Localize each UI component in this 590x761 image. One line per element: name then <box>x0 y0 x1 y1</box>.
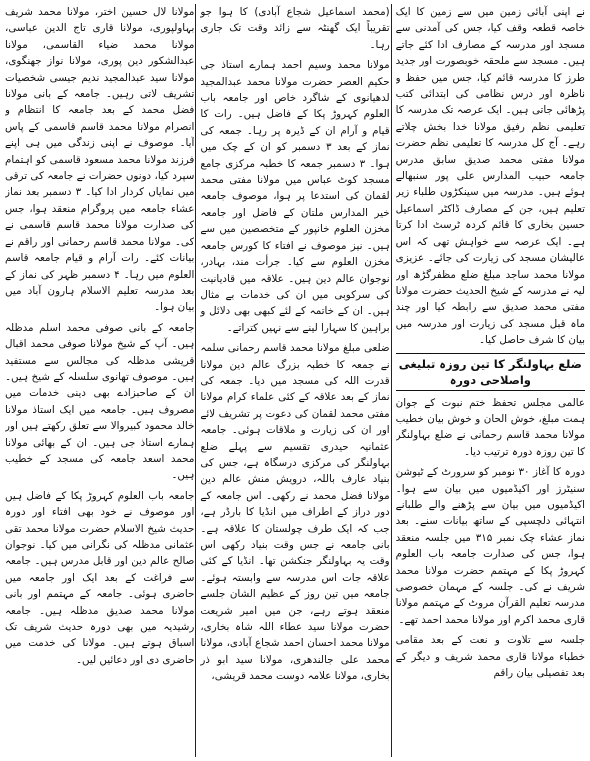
article-column-right <box>396 4 585 757</box>
column-divider <box>195 4 196 757</box>
paragraph: دورہ کا آغاز ۳۰ نومبر کو سرورٹ کے ٹیوشن سنیٹرز اور اکیڈمیوں میں بیان سے ہوا۔ اکیڈمیوں میں بیان سے پڑھنے والے طلبانے انتہائی دلچسپی کے ساتھ بیانات سنے۔ بعد نماز عشاء چک نمبر ۳۱۵ میں جلسہ منعقد ہوا، جس کی صدارت جامعہ باب العلوم کہروڑ پکا کے مہتمم حضرت مولانا محمد شریف نے کی۔ جلسہ کے مہمان خصوصی مدرسہ تعلیم القرآن مروٹ کے مہتمم مولانا قاری محمد اکرم اور مولانا محمد احمد تھے۔ <box>395 466 585 626</box>
paragraph: جلسہ سے تلاوت و نعت کے بعد مقامی خطباء مولانا قاری محمد شریف و دیگر کے بعد تفصیلی بیان راقم <box>395 634 585 680</box>
paragraph: ضلعی مبلغ مولانا محمد قاسم رحمانی سلمہ نے جمعہ کا خطبہ بزرگ عالم دین مولانا قدرت اللہ کی مسجد میں دیا۔ جمعہ کی نماز کے بعد علاقہ کے کئی علماء کرام مولانا مفتی محمد لقمان کی دعوت پر تشریف لائے اور ان کی زیارت و ملاقات ہوئی۔ جامعہ عثمانیہ حیدری تقسیم سے پہلے ضلع بہاولنگر کی مرکزی درسگاہ ہے، جس کی بنیاد عارف باللہ، درویش منش عالم دین مولانا فضل محمد نے رکھی۔ اس جامعہ کے دور دراز کے اطراف میں انڈیا کا بارڈر ہے، جب کہ ایک طرف چولستان کا علاقہ ہے۔ بانی جامعہ نے جس وقت بنیاد رکھی اس وقت یہ بہاولنگر جنکشن تھا۔ انڈیا کے کئی علاقہ جات اس مدرسہ سے وابستہ ہوئے۔ جامعہ میں تین روز کے عظیم الشان جلسے منعقد ہوتے رہے، جن میں امیر شریعت حضرت مولانا سید عطاء اللہ شاہ بخاری، مولانا محمد احسان احمد شجاع آبادی، مولانا محمد علی جالندھری، مولانا سید ابو ذر بخاری، مولانا علامہ دوست محمد قریشی، <box>200 342 390 683</box>
column-divider <box>391 4 392 757</box>
paragraph: جامعہ باب العلوم کہروڑ پکا کے فاضل ہیں اور موصوف نے خود بھی افتاء اور دورہ حدیث شیخ الاسلام حضرت مولانا محمد تقی عثمانی مدظلہ کی نگرانی میں کیا۔ نوجوان صالح عالم دین اور قابل مدرس ہیں۔ جامعہ سے فراغت کے بعد ایک اور جامعہ میں حاضری ہوئی۔ جامعہ کے مہتمم اور بانی مولانا محمد صدیق مدظلہ ہیں۔ جامعہ رشیدیہ میں بھی دورہ حدیث شریف تک اسباق ہوتے ہیں۔ مولانا کی خدمت میں حاضری دی اور دعائیں لیں۔ <box>5 489 195 666</box>
article-column-middle <box>200 4 389 757</box>
section-headline: ضلع بہاولنگر کا تین روزہ تبلیغی واصلاحی دورہ <box>396 353 585 391</box>
article-column-left <box>5 4 194 757</box>
paragraph: جامعہ کے بانی صوفی محمد اسلم مدظلہ ہیں۔ آپ کے شیخ مولانا صوفی محمد اقبال قریشی مدظلہ کی مجالس سے مستفید ہیں۔ موصوف تھانوی سلسلہ کے شیخ ہیں۔ ان کے صاحبزادے بھی دینی خدمات میں مصروف ہیں۔ جامعہ میں ایک استاذ مولانا خالد محمود کبیروالا سے تعلق رکھتے ہیں اور ہمارے استاذ جی ہیں۔ ان کے بھائی مولانا محمد اسعد جامعہ کی مسجد کے خطیب ہیں۔ <box>5 321 195 482</box>
paragraph: مولانا محمد وسیم احمد ہمارے استاذ جی حکیم العصر حضرت مولانا محمد عبدالمجید لدھیانوی کے شاگرد خاص اور جامعہ باب العلوم کہروڑ پکا کے فاضل ہیں۔ رات کا قیام و آرام ان کے ڈیرہ پر رہا۔ جمعہ کی نماز کے بعد ۳ دسمبر کو ان کے چک میں ہوا۔ ۳ دسمبر جمعہ کا خطبہ مرکزی جامع مسجد کوٹ عباس میں مولانا مفتی محمد لقمان کی استدعا پر ہوا، موصوف جامعہ خیر المدارس ملتان کے فاضل اور جامعہ مخزن العلوم خانپور کے متخصصین میں سے ہیں۔ نیز موصوف نے افتاء کا کورس جامعہ مخزن العلوم سے کیا۔ جرأت مند، بہادر، نوجوان عالم دین ہیں۔ علاقہ میں قادیانیت کی سرکوبی میں ان کی خدمات بے مثال ہیں۔ ان کے خاتمہ کے لئے کبھی بھی دلائل و براہین کا سہارا لینے سے نہیں کتراتے۔ <box>200 59 390 334</box>
paragraph: (محمد اسماعیل شجاع آبادی) کا ہوا جو تقریباً ایک گھنٹہ سے زائد وقت تک جاری رہا۔ <box>200 6 390 51</box>
paragraph: مولانا لال حسین اختر، مولانا محمد شریف بہاولپوری، مولانا قاری تاج الدین عباسی، مولانا محمد ضیاء القاسمی، مولانا عبدالشکور دین پوری، مولانا نواز جھنگوی، مولانا سید عبدالمجید ندیم جیسی شخصیات تشریف لاتی رہیں۔ جامعہ کے بانی مولانا فضل محمد کے بعد جامعہ کا انتظام و انصرام مولانا محمد قاسم قاسمی کے پاس آیا۔ موصوف نے اپنی زندگی میں ہی اپنے فرزند مولانا محمد مسعود قاسمی کو اہتمام سپرد کیا، دونوں حضرات نے جامعہ کی ترقی میں نمایاں کردار ادا کیا۔ ۳ دسمبر بعد نماز عشاء جامعہ میں پروگرام منعقد ہوا، جس کی صدارت مولانا محمد قاسم قاسمی نے کی۔ مولانا محمد قاسم رحمانی اور راقم نے بیانات کئے۔ رات آرام و قیام جامعہ قاسم العلوم میں رہا۔ ۴ دسمبر ظہر کی نماز کے بعد مدرسہ تعلیم الاسلام ہارون آباد میں بیان ہوا۔ <box>5 6 195 314</box>
paragraph: نے اپنی آبائی زمین میں سے زمین کا ایک خاصہ قطعہ وقف کیا، جس کی آمدنی سے مسجد اور مدرسہ کے مصارف ادا کئے جاتے ہیں۔ مسجد سے ملحقہ خوبصورت اور جدید طرز کا مدرسہ قائم کیا، جس میں حفظ و ناظرہ اور درس نظامی کی ابتدائی کتب پڑھائی جاتی ہیں۔ ایک عرصہ تک مدرسہ کا تعلیمی نظم رفیق مولانا خدا بخش چلاتے رہے۔ آج کل مدرسہ کا تعلیمی نظم حضرت مولانا مفتی محمد صدیق سابق مدرس جامعہ حبیب المدارس علی پور سنبھالے ہوئے ہیں۔ مدرسہ میں سینکڑوں طلباء زیر تعلیم ہیں، جن کے مصارف ڈاکٹر اسماعیل حسین بخاری کا قائم کردہ ٹرسٹ ادا کرتا ہے۔ ایک عرصہ سے خواہش تھی کہ اس عالیشان مسجد کی زیارت کی جائے۔ عزیزی مولانا محمد ساجد مبلغ ضلع مظفرگڑھ اور لیہ نے مدرسہ کے شیخ الحدیث حضرت مولانا مفتی محمد صدیق سے رابطہ کیا اور چند ماہ قبل مسجد کی زیارت اور مدرسہ میں بیان کا شرف حاصل کیا۔ <box>395 6 585 347</box>
paragraph: عالمی مجلس تحفظ ختم نبوت کے جوان ہمت مبلغ، خوش الحان و خوش بیان خطیب مولانا محمد قاسم رحمانی نے ضلع بہاولنگر کا تین روزہ دورہ ترتیب دیا۔ <box>395 396 585 458</box>
